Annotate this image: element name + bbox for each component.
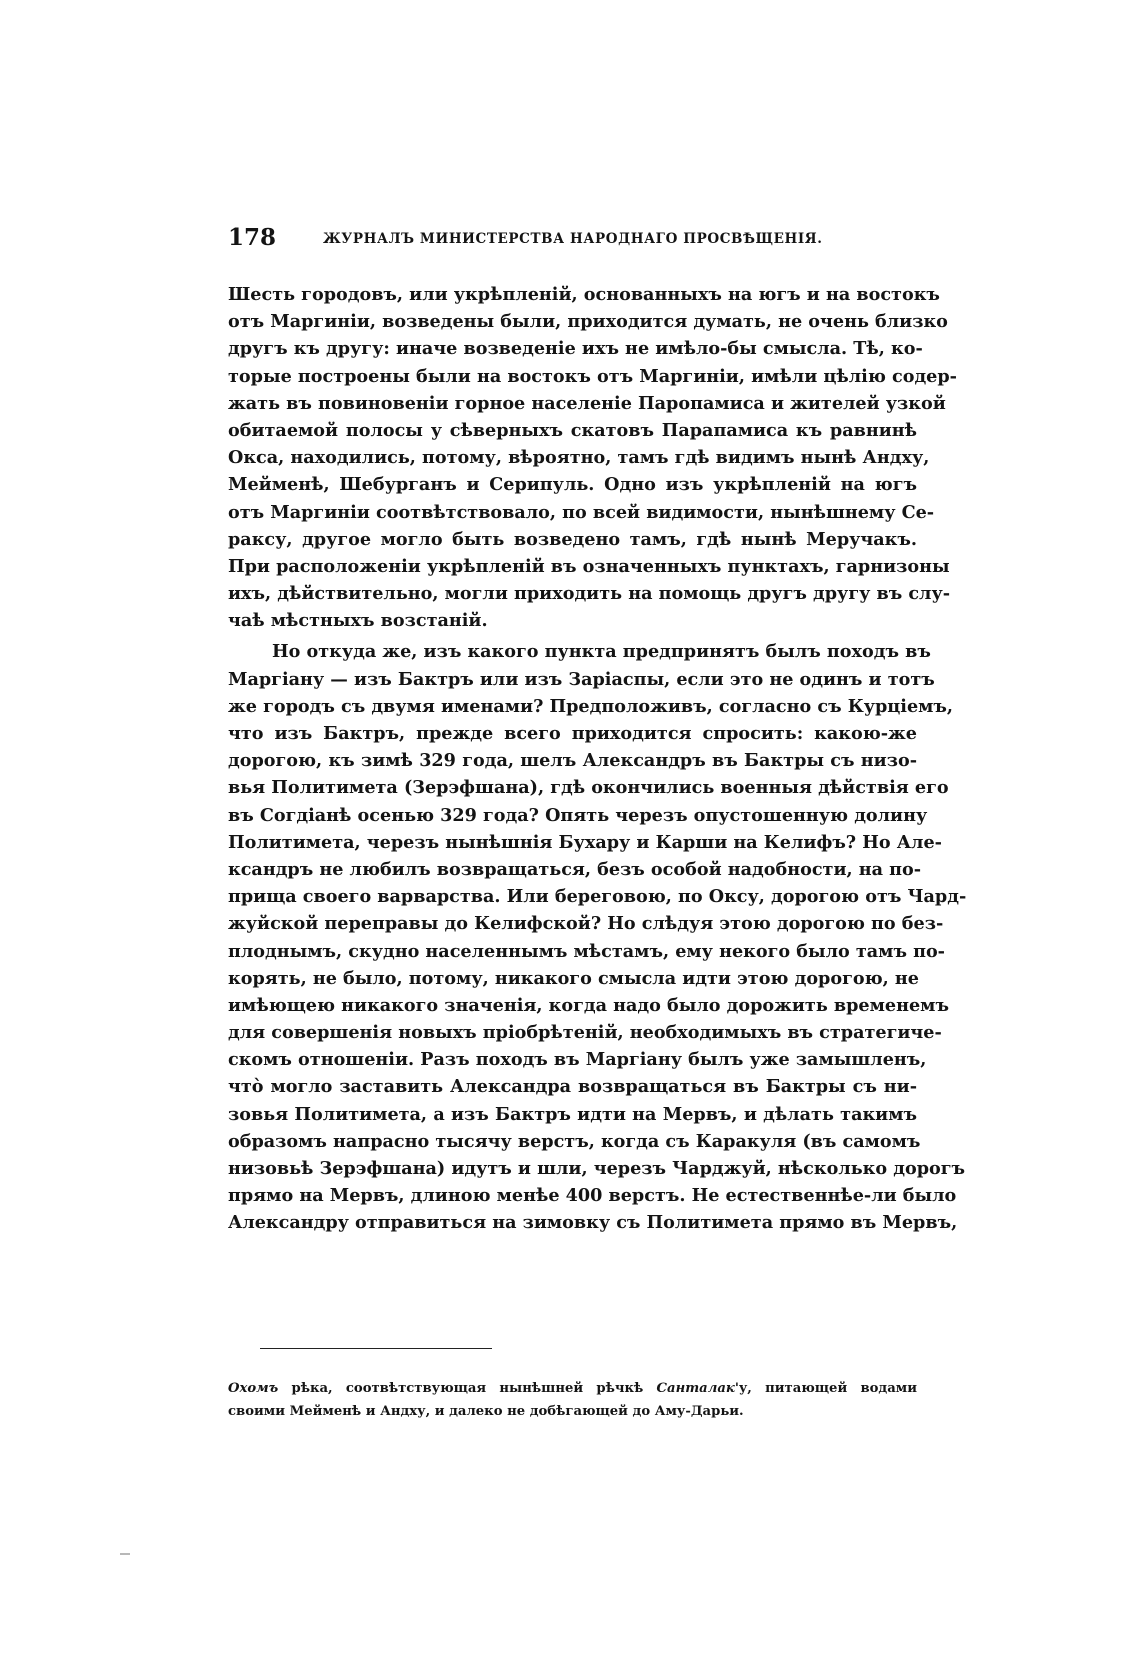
text-line: для совершенія новыхъ пріобрѣтеній, необходимыхъ въ стратегиче-	[228, 1022, 942, 1044]
text-line: другъ къ другу: иначе возведеніе ихъ не имѣло-бы смысла. Тѣ, ко-	[228, 338, 923, 360]
text-line: Александру отправиться на зимовку съ Политимета прямо въ Мервъ,	[228, 1212, 958, 1234]
footnote-text: рѣка, соотвѣтствующая нынѣшней рѣчкѣ	[278, 1381, 657, 1396]
scan-artifact	[120, 1553, 130, 1555]
text-line: жуйской переправы до Келифской? Но слѣдуя этою дорогою по без-	[228, 913, 944, 935]
footnote-line-2: своими Мейменѣ и Андху, и далеко не добѣгающей до Аму-Дарьи.	[228, 1404, 744, 1419]
page-number: 178	[228, 224, 277, 251]
page-header	[228, 224, 918, 256]
text-line: Маргіану — изъ Бактръ или изъ Заріаспы, если это не одинъ и тотъ	[228, 668, 935, 690]
text-line: чаѣ мѣстныхъ возстаній.	[228, 610, 488, 632]
footnote-lead-word: Охомъ	[228, 1381, 279, 1396]
text-line: Но откуда же, изъ какого пункта предпринятъ былъ походъ въ	[272, 641, 931, 663]
footnote	[228, 1377, 917, 1423]
text-line: обитаемой полосы у сѣверныхъ скатовъ Парапамиса къ равнинѣ	[228, 419, 917, 441]
text-line: вья Политимета (Зерэфшана), гдѣ окончились военныя дѣйствія его	[228, 777, 949, 799]
footnote-italic-word: Санталак	[656, 1381, 735, 1396]
text-line: торые построены были на востокъ отъ Маргиніи, имѣли цѣлію содер-	[228, 365, 957, 387]
text-line: чтò могло заставить Александра возвращаться въ Бактры съ ни-	[228, 1076, 917, 1098]
footnote-divider	[260, 1348, 492, 1349]
text-line: отъ Маргиніи, возведены были, приходится думать, не очень близко	[228, 311, 948, 333]
text-line: плоднымъ, скудно населеннымъ мѣстамъ, ему некого было тамъ по-	[228, 940, 945, 962]
text-line: корять, не было, потому, никакого смысла идти этою дорогою, не	[228, 967, 919, 989]
text-line: прямо на Мервъ, длиною менѣе 400 верстъ. Не естественнѣе-ли было	[228, 1185, 957, 1207]
text-line: раксу, другое могло быть возведено тамъ, гдѣ нынѣ Меручакъ.	[228, 528, 917, 550]
text-line: Политимета, черезъ нынѣшнія Бухару и Карши на Келифъ? Но Але-	[228, 831, 942, 853]
text-line: прища своего варварства. Или береговою, по Оксу, дорогою отъ Чард-	[228, 886, 967, 908]
text-line: образомъ напрасно тысячу верстъ, когда съ Каракуля (въ самомъ	[228, 1130, 921, 1152]
text-line: жать въ повиновеніи горное населеніе Паропамиса и жителей узкой	[228, 392, 946, 414]
text-line: дорогою, къ зимѣ 329 года, шелъ Александръ въ Бактры съ низо-	[228, 750, 917, 772]
text-line: ксандръ не любилъ возвращаться, безъ особой надобности, на по-	[228, 858, 922, 880]
text-line: Мейменѣ, Шебурганъ и Серипуль. Одно изъ укрѣпленій на югъ	[228, 474, 917, 496]
text-line: отъ Маргиніи соотвѣтствовало, по всей видимости, нынѣшнему Се-	[228, 501, 935, 523]
paragraph-1	[228, 281, 957, 634]
text-line: При расположеніи укрѣпленій въ означенныхъ пунктахъ, гарнизоны	[228, 555, 950, 577]
text-line: имѣющею никакого значенія, когда надо было дорожить временемъ	[228, 994, 949, 1016]
text-line: Окса, находились, потому, вѣроятно, тамъ гдѣ видимъ нынѣ Андху,	[228, 447, 930, 469]
text-line: же городъ съ двумя именами? Предположивъ, согласно съ Курціемъ,	[228, 695, 954, 717]
footnote-text: 'у, питающей водами	[734, 1381, 917, 1396]
paragraph-2	[228, 638, 967, 1236]
text-line: Шесть городовъ, или укрѣпленій, основанныхъ на югъ и на востокъ	[228, 284, 940, 305]
text-line: скомъ отношеніи. Разъ походъ въ Маргіану былъ уже замышленъ,	[228, 1049, 927, 1071]
footnote-line-1	[228, 1377, 917, 1400]
running-title: ЖУРНАЛЪ МИНИСТЕРСТВА НАРОДНАГО ПРОСВѢЩЕНІЯ.	[323, 231, 823, 247]
main-text	[228, 281, 967, 1237]
text-line: зовья Политимета, а изъ Бактръ идти на Мервъ, и дѣлать такимъ	[228, 1103, 917, 1125]
text-line: въ Согдіанѣ осенью 329 года? Опять черезъ опустошенную долину	[228, 804, 928, 826]
text-line: что изъ Бактръ, прежде всего приходится спросить: какою-же	[228, 723, 917, 744]
text-line: ихъ, дѣйствительно, могли приходить на помощь другъ другу въ слу-	[228, 583, 951, 605]
text-line: низовьѣ Зерэфшана) идутъ и шли, черезъ Чарджуй, нѣсколько дорогъ	[228, 1158, 966, 1179]
